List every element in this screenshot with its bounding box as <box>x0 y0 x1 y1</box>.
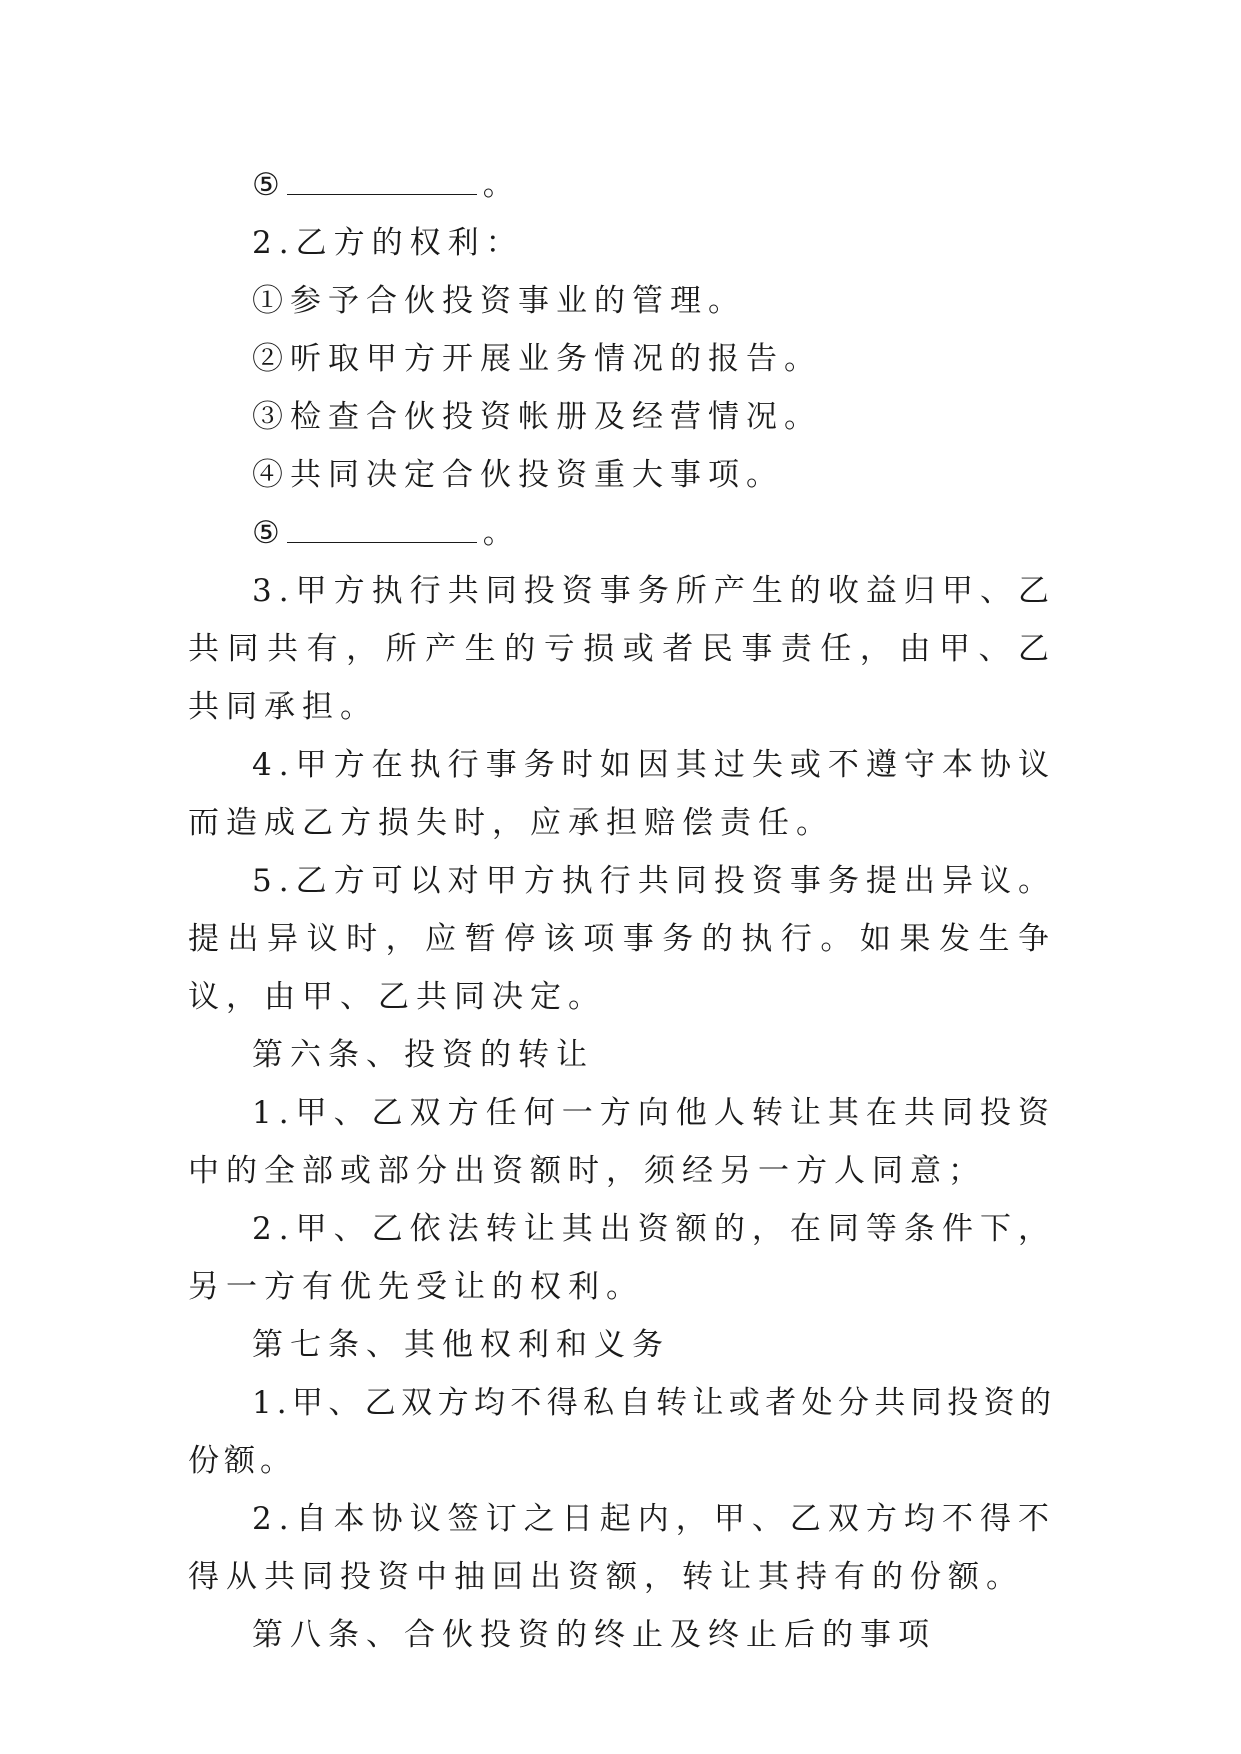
rights-item-2: ②听取甲方开展业务情况的报告。 <box>252 341 822 377</box>
item-end: 。 <box>482 515 521 551</box>
rights-item-3: ③检查合伙投资帐册及经营情况。 <box>252 399 822 435</box>
article-6-clause-2: 2.甲、乙依法转让其出资额的，在同等条件下，另一方有优先受让的权利。 <box>188 1211 1056 1305</box>
article-8-heading: 第八条、合伙投资的终止及终止后的事项 <box>252 1617 936 1653</box>
rights-item-1: ①参予合伙投资事业的管理。 <box>252 283 746 319</box>
article-7-heading: 第七条、其他权利和义务 <box>252 1327 670 1363</box>
article-7-clause-2: 2.自本协议签订之日起内，甲、乙双方均不得不得从共同投资中抽回出资额，转让其持有的份额。 <box>188 1501 1056 1595</box>
item-number: ⑤ <box>252 167 287 203</box>
rights-item-5-b <box>188 504 1056 562</box>
clause-3: 3.甲方执行共同投资事务所产生的收益归甲、乙共同共有，所产生的亏损或者民事责任，由甲、乙共同承担。 <box>188 573 1056 725</box>
clause-5: 5.乙方可以对甲方执行共同投资事务提出异议。提出异议时，应暂停该项事务的执行。如果发生争议，由甲、乙共同决定。 <box>188 863 1056 1015</box>
fill-in-blank <box>287 168 477 195</box>
article-6-heading: 第六条、投资的转让 <box>252 1037 594 1073</box>
rights-item-5-a <box>188 156 1056 214</box>
rights-item-4: ④共同决定合伙投资重大事项。 <box>252 457 784 493</box>
document-body <box>188 156 1056 1664</box>
fill-in-blank <box>287 516 477 543</box>
clause-2-heading: 2.乙方的权利： <box>252 225 524 261</box>
item-number: ⑤ <box>252 515 287 551</box>
clause-4: 4.甲方在执行事务时如因其过失或不遵守本协议而造成乙方损失时，应承担赔偿责任。 <box>188 747 1056 841</box>
item-end: 。 <box>482 167 521 203</box>
article-6-clause-1: 1.甲、乙双方任何一方向他人转让其在共同投资中的全部或部分出资额时，须经另一方人同意； <box>188 1095 1056 1189</box>
article-7-clause-1: 1.甲、乙双方均不得私自转让或者处分共同投资的份额。 <box>188 1385 1056 1479</box>
